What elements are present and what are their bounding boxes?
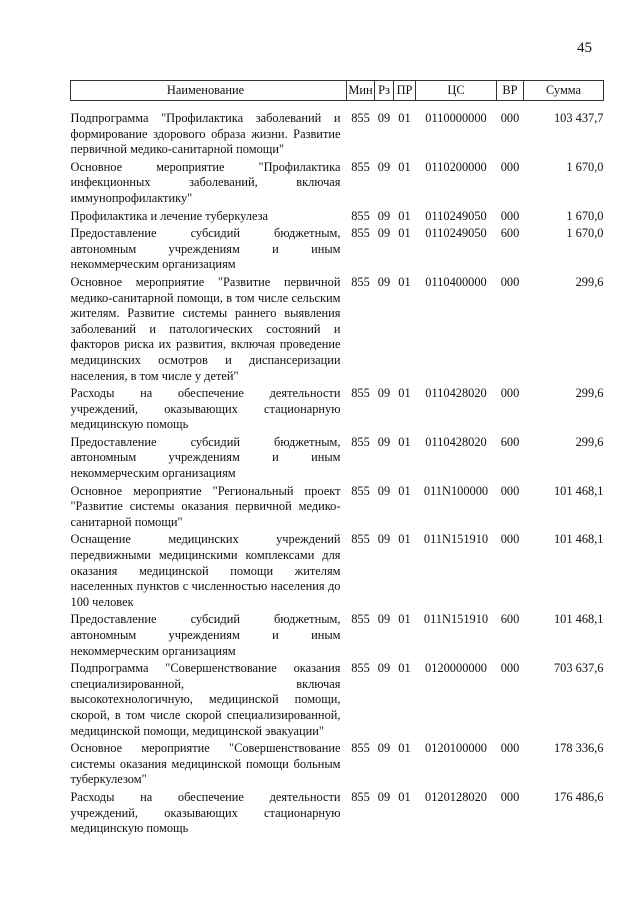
table-row bbox=[71, 532, 604, 612]
row-rz: 09 bbox=[377, 226, 391, 241]
row-pr: 01 bbox=[398, 159, 411, 174]
row-name: Подпрограмма "Совершенствование оказания специализированной, включая высокотехнологичную, медицинской помощи, скорой, в том числе скорой специализированной, медицинской помощи, медицинской эвакуации" bbox=[70, 661, 341, 738]
row-min: 855 bbox=[351, 483, 370, 498]
row-name: Основное мероприятие "Региональный проект "Развитие системы оказания первичной медико-санитарной помощи" bbox=[70, 483, 341, 529]
row-min: 855 bbox=[351, 159, 370, 174]
row-vr: 600 bbox=[500, 226, 520, 241]
row-name: Предоставление субсидий бюджетным, автономным учреждениям и иным некоммерческим организациям bbox=[70, 226, 341, 272]
row-min: 855 bbox=[351, 386, 370, 401]
row-min: 855 bbox=[351, 789, 370, 804]
table-row bbox=[71, 661, 604, 741]
row-sum: 101 468,1 bbox=[553, 612, 604, 627]
table-row bbox=[71, 275, 604, 386]
table-row bbox=[71, 226, 604, 275]
row-vr: 000 bbox=[500, 483, 520, 498]
row-pr: 01 bbox=[398, 434, 411, 449]
row-vr: 000 bbox=[500, 111, 520, 125]
row-pr: 01 bbox=[398, 274, 411, 289]
table-row bbox=[71, 484, 604, 533]
row-name: Расходы на обеспечение деятельности учреждений, оказывающих стационарную медицинскую помощь bbox=[70, 386, 341, 432]
row-name: Профилактика и лечение туберкулеза bbox=[70, 208, 269, 223]
row-vr: 000 bbox=[500, 274, 520, 289]
row-rz: 09 bbox=[377, 741, 391, 756]
row-cs: 0110249050 bbox=[425, 226, 487, 241]
row-cs: 011N151910 bbox=[423, 612, 489, 627]
row-rz: 09 bbox=[377, 612, 391, 627]
row-rz: 09 bbox=[377, 483, 391, 498]
row-name: Оснащение медицинских учреждений передвижными медицинскими комплексами для оказания медицинской помощи жителям населенных пунктов с численностью населения до 100 человек bbox=[70, 532, 341, 609]
row-name: Основное мероприятие "Развитие первичной медико-санитарной помощи, в том числе сельским жителям. Развитие системы раннего выявления заболеваний и патологических состояний и факторов риска их развития, включая проведение медицинских осмотров и диспансеризации населения, в том числе у детей" bbox=[70, 274, 341, 383]
row-rz: 09 bbox=[377, 208, 391, 223]
table-row bbox=[71, 435, 604, 484]
row-cs: 0120000000 bbox=[425, 661, 487, 676]
row-name: Предоставление субсидий бюджетным, автономным учреждениям и иным некоммерческим организациям bbox=[70, 434, 341, 481]
row-rz: 09 bbox=[377, 661, 391, 676]
row-cs: 0120128020 bbox=[425, 789, 487, 804]
table-row bbox=[71, 386, 604, 435]
row-name: Расходы на обеспечение деятельности учреждений, оказывающих стационарную медицинскую помощь bbox=[70, 789, 341, 836]
row-min: 855 bbox=[351, 661, 370, 676]
row-vr: 600 bbox=[500, 434, 520, 449]
table-header-row bbox=[71, 81, 604, 101]
table-row bbox=[71, 111, 604, 160]
row-pr: 01 bbox=[398, 789, 411, 804]
row-sum: 1 670,0 bbox=[566, 226, 604, 241]
row-rz: 09 bbox=[377, 386, 391, 401]
row-sum: 176 486,6 bbox=[553, 789, 604, 804]
row-min: 855 bbox=[351, 274, 370, 289]
header-gap bbox=[71, 101, 604, 112]
row-sum: 299,6 bbox=[575, 386, 604, 401]
header-min: Мин bbox=[347, 81, 375, 101]
row-vr: 000 bbox=[500, 661, 520, 676]
row-pr: 01 bbox=[398, 612, 411, 627]
row-min: 855 bbox=[351, 532, 370, 547]
row-sum: 703 637,6 bbox=[553, 661, 604, 676]
header-sum: Сумма bbox=[524, 81, 604, 101]
row-sum: 1 670,0 bbox=[566, 159, 604, 174]
row-pr: 01 bbox=[398, 208, 411, 223]
row-pr: 01 bbox=[398, 226, 411, 241]
row-vr: 000 bbox=[500, 386, 520, 401]
row-cs: 011N100000 bbox=[423, 483, 489, 498]
header-cs: ЦС bbox=[416, 81, 497, 101]
table-body bbox=[71, 101, 604, 839]
row-rz: 09 bbox=[377, 789, 391, 804]
row-pr: 01 bbox=[398, 532, 411, 547]
row-sum: 178 336,6 bbox=[553, 741, 604, 756]
row-rz: 09 bbox=[377, 111, 391, 125]
table-row bbox=[71, 612, 604, 661]
header-pr: ПР bbox=[394, 81, 416, 101]
row-rz: 09 bbox=[377, 274, 391, 289]
row-min: 855 bbox=[351, 208, 370, 223]
row-min: 855 bbox=[351, 741, 370, 756]
row-vr: 600 bbox=[500, 612, 520, 627]
row-vr: 000 bbox=[500, 159, 520, 174]
row-cs: 0110000000 bbox=[425, 111, 487, 125]
row-vr: 000 bbox=[500, 789, 520, 804]
row-cs: 0110200000 bbox=[425, 159, 487, 174]
row-name: Основное мероприятие "Совершенствование системы оказания медицинской помощи больным туберкулезом" bbox=[70, 741, 341, 787]
row-rz: 09 bbox=[377, 532, 391, 547]
row-name: Предоставление субсидий бюджетным, автономным учреждениям и иным некоммерческим организациям bbox=[70, 612, 341, 658]
row-pr: 01 bbox=[398, 483, 411, 498]
row-min: 855 bbox=[351, 226, 370, 241]
row-cs: 0110428020 bbox=[425, 386, 487, 401]
row-pr: 01 bbox=[398, 741, 411, 756]
row-vr: 000 bbox=[500, 741, 520, 756]
row-sum: 103 437,7 bbox=[553, 111, 604, 125]
row-name: Подпрограмма "Профилактика заболеваний и формирование здорового образа жизни. Развитие первичной медико-санитарной помощи" bbox=[70, 111, 341, 157]
row-sum: 101 468,1 bbox=[553, 483, 604, 498]
row-min: 855 bbox=[351, 434, 370, 449]
row-rz: 09 bbox=[377, 159, 391, 174]
header-name: Наименование bbox=[71, 81, 347, 101]
row-vr: 000 bbox=[500, 208, 520, 223]
header-vr: ВР bbox=[497, 81, 524, 101]
row-cs: 0110428020 bbox=[425, 434, 487, 449]
row-sum: 299,6 bbox=[575, 434, 604, 449]
table-row bbox=[71, 790, 604, 839]
row-sum: 1 670,0 bbox=[566, 208, 604, 223]
row-pr: 01 bbox=[398, 111, 411, 125]
table-row bbox=[71, 741, 604, 790]
row-name: Основное мероприятие "Профилактика инфекционных заболеваний, включая иммунопрофилактику" bbox=[70, 159, 341, 205]
row-min: 855 bbox=[351, 111, 370, 125]
budget-table bbox=[70, 80, 604, 839]
row-rz: 09 bbox=[377, 434, 391, 449]
row-cs: 011N151910 bbox=[423, 532, 489, 547]
row-vr: 000 bbox=[500, 532, 520, 547]
row-cs: 0110249050 bbox=[425, 208, 487, 223]
row-pr: 01 bbox=[398, 661, 411, 676]
table-row bbox=[71, 160, 604, 209]
header-rz: Рз bbox=[375, 81, 394, 101]
row-sum: 299,6 bbox=[575, 274, 604, 289]
page-number: 45 bbox=[577, 40, 592, 56]
row-pr: 01 bbox=[398, 386, 411, 401]
row-cs: 0110400000 bbox=[425, 274, 487, 289]
row-cs: 0120100000 bbox=[425, 741, 487, 756]
table-row bbox=[71, 209, 604, 227]
row-sum: 101 468,1 bbox=[553, 532, 604, 547]
row-min: 855 bbox=[351, 612, 370, 627]
